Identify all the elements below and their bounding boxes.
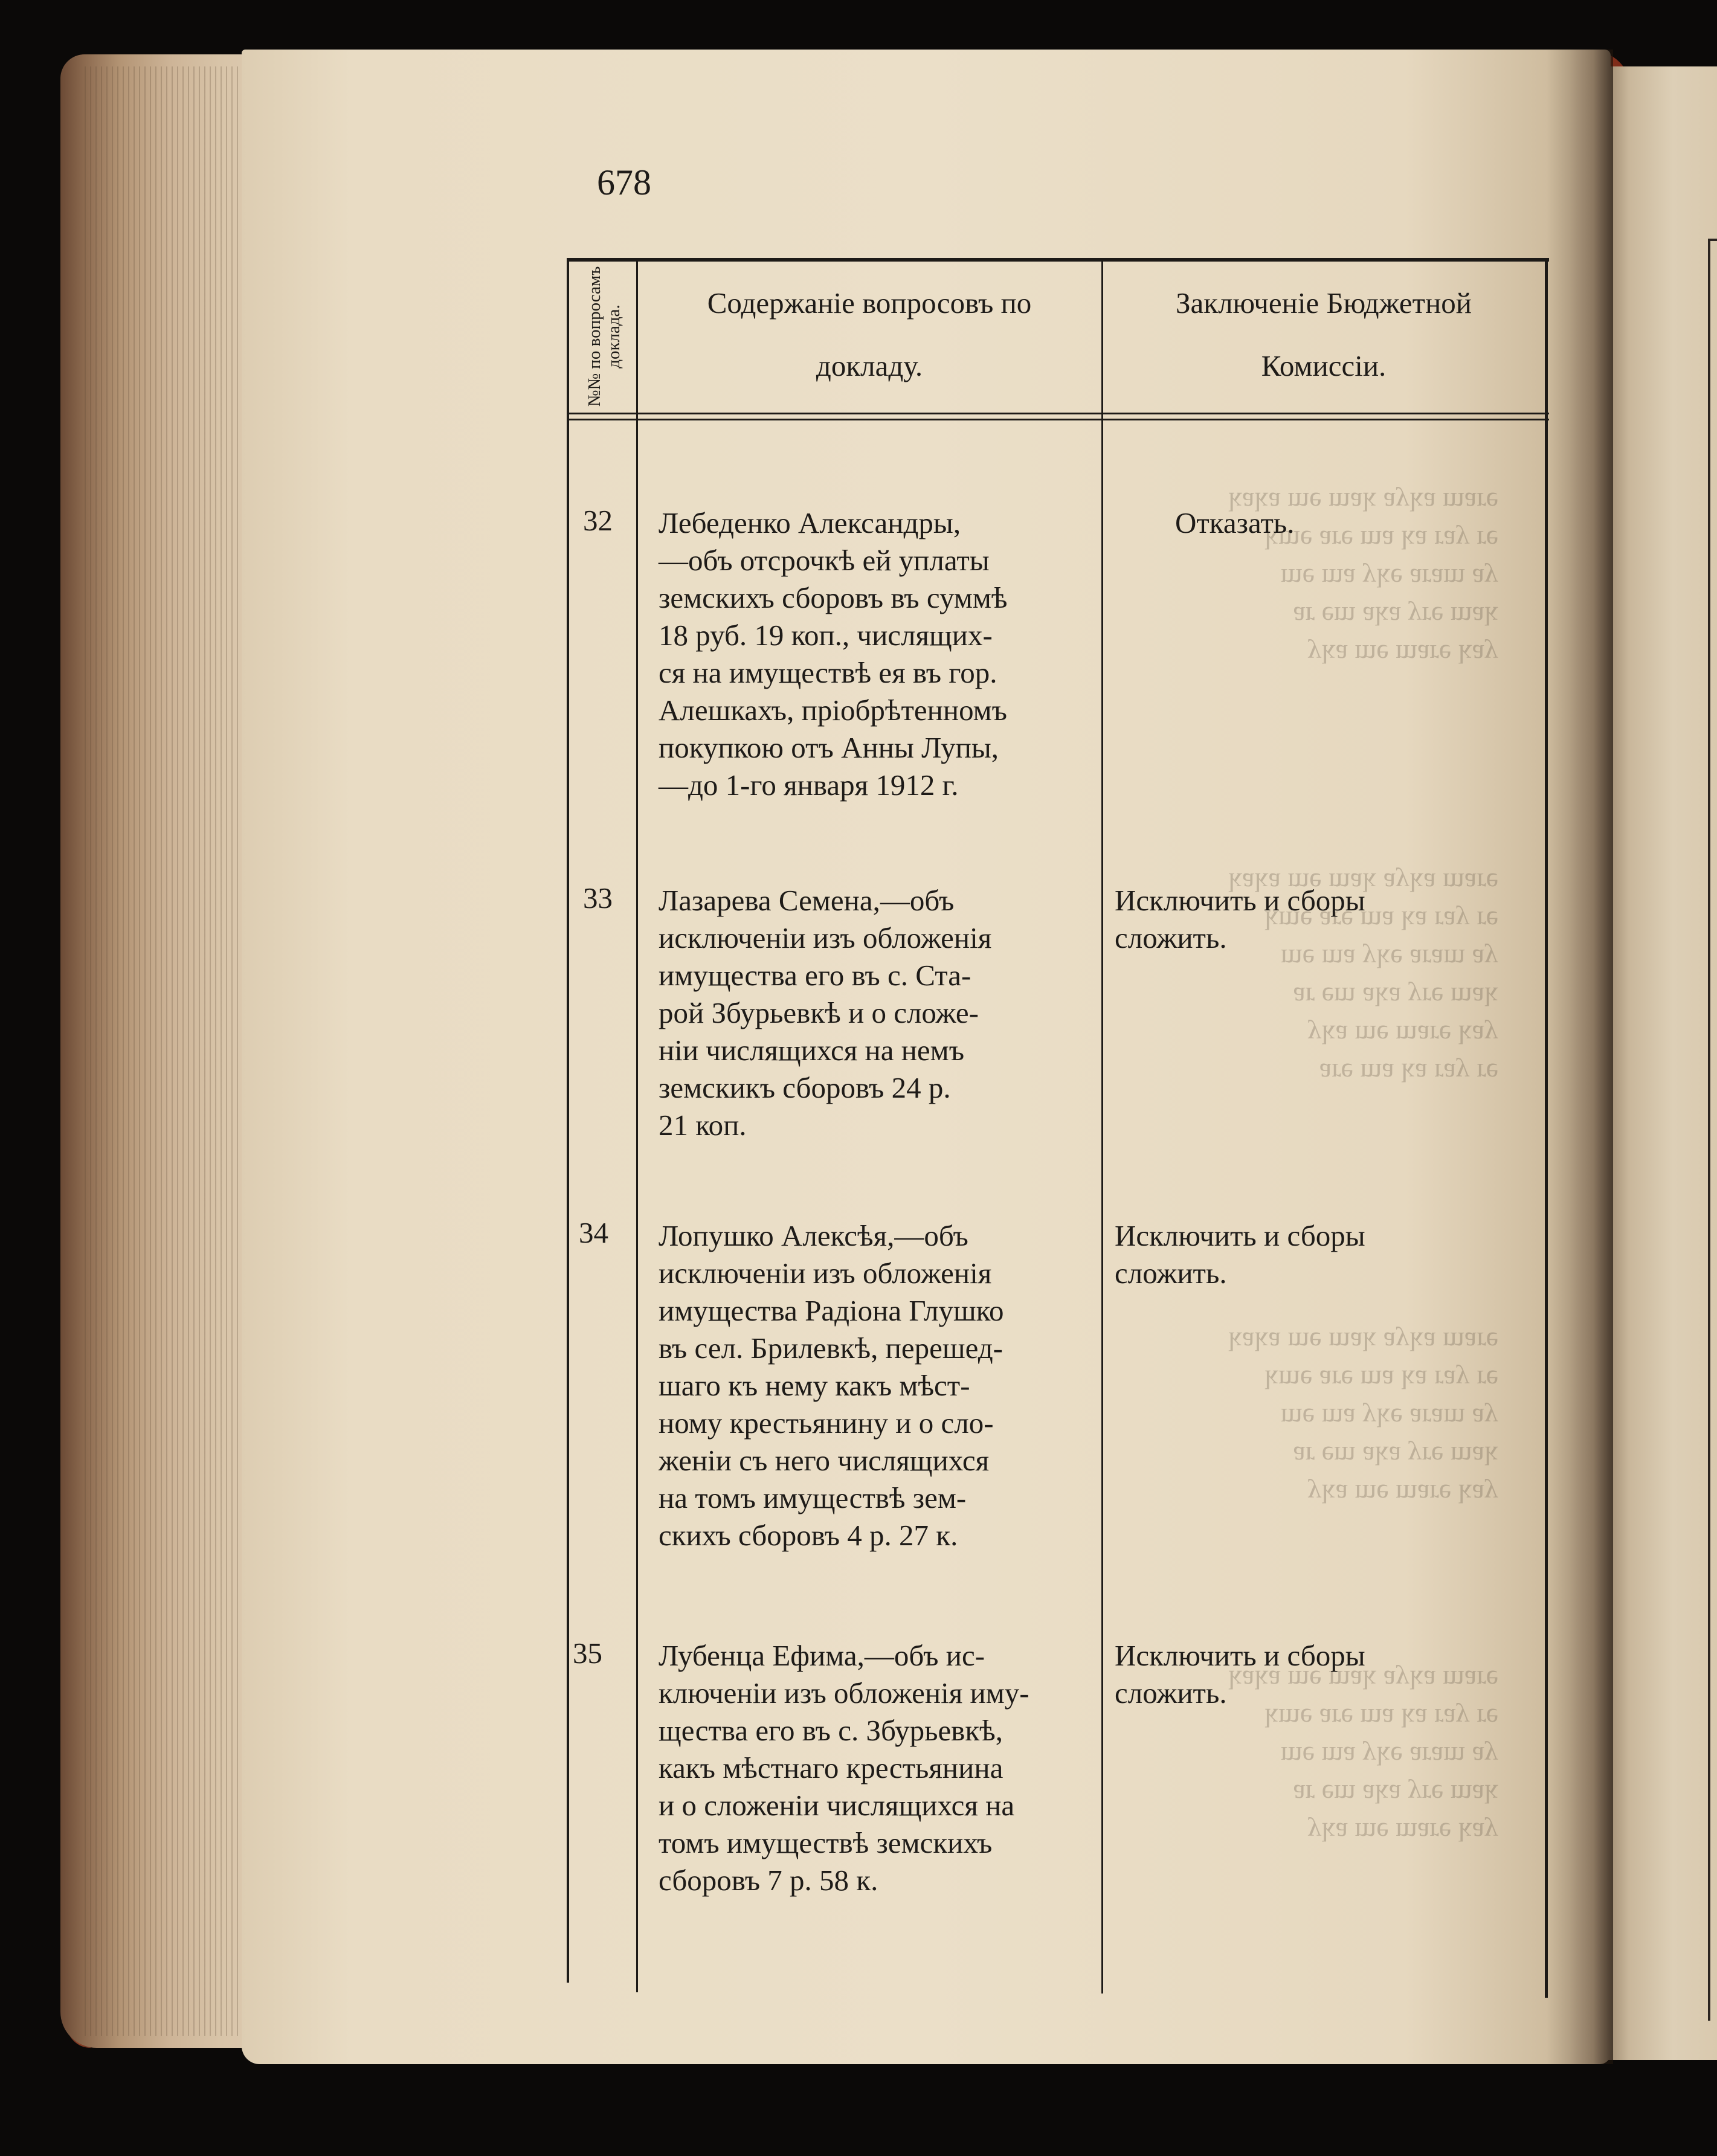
- row-content: Лопушко Алексѣя,—объ исключеніи изъ обложенія имущества Радіона Глушко въ сел. Брилевкѣ, перешед- шаго къ нему какъ мѣст- ному крестьянину и о сло- женіи съ него числящихся на томъ имуществѣ зем- скихъ сборовъ 4 р. 27 к.: [659, 1219, 1004, 1552]
- page-number: 678: [597, 163, 651, 202]
- table-top-rule: [567, 258, 1549, 262]
- page-stack-lines: [85, 66, 248, 2036]
- header-number-label: №№ по вопросамъ доклада.: [585, 266, 623, 407]
- header-conclusion-line-2: Комиссіи.: [1261, 349, 1387, 382]
- row-number: 35: [573, 1636, 602, 1670]
- table-left-rule: [567, 258, 569, 1983]
- column-divider-1: [636, 260, 638, 1992]
- table-header-rule: [567, 413, 1549, 414]
- show-through-text: ǝɹɐɯ ɐʞʎɐ ʞɐɯ ǝɯ ɐʞɐʞ ǝɹ ʎɐɹ ɐʞ ɐɯ ǝɹɐ ǝɯʞ ʎɐ ɯɐɹɐ ǝʞʎ ɐɯ ǝɯ ʞɐɯ ǝɹʎ ɐʞɐ ɯǝ ɹɐ ʎɐʞ ǝɹɐɯ ǝɯ ɐʞʎ: [1228, 1659, 1498, 1842]
- facing-page-rule: [1708, 239, 1710, 2021]
- gutter-shadow: [1547, 50, 1613, 2064]
- row-content: Лазарева Семена,—объ исключеніи изъ обложенія имущества его въ с. Ста- рой Збурьевкѣ и о сложе- ніи числящихся на немъ земскикъ сборовъ 24 р. 21 коп.: [659, 884, 992, 1142]
- row-content: Лебеденко Александры, —объ отсрочкѣ ей уплаты земскихъ сборовъ въ суммѣ 18 руб. 19 коп., числящих- ся на имуществѣ ея въ гор. Алешкахъ, пріобрѣтенномъ покупкою отъ Анны Лупы, —до 1-го января 1912 г.: [659, 506, 1008, 802]
- row-conclusion: Исключить и сборы сложить.: [1115, 884, 1365, 954]
- row-content: Лубенца Ефима,—объ ис- ключеніи изъ обложенія иму- щества его въ с. Збурьевкѣ, какъ мѣстнаго крестьянина и о сложеніи числящихся на томъ имуществѣ земскихъ сборовъ 7 р. 58 к.: [659, 1639, 1029, 1897]
- column-divider-2: [1101, 260, 1103, 1993]
- header-number-column: [574, 261, 634, 412]
- header-conclusion-line-1: Заключеніе Бюджетной: [1175, 286, 1472, 320]
- header-conclusion-column: [1103, 272, 1544, 397]
- row-number: 33: [583, 881, 613, 915]
- show-through-text: ǝɹɐɯ ɐʞʎɐ ʞɐɯ ǝɯ ɐʞɐʞ ǝɹ ʎɐɹ ɐʞ ɐɯ ǝɹɐ ǝɯʞ ʎɐ ɯɐɹɐ ǝʞʎ ɐɯ ǝɯ ʞɐɯ ǝɹʎ ɐʞɐ ɯǝ ɹɐ ʎɐʞ ǝɹɐɯ ǝɯ ɐʞʎ: [1228, 1321, 1498, 1504]
- row-number: 32: [583, 504, 613, 537]
- header-content-line-1: Содержаніе вопросовъ по: [707, 286, 1032, 320]
- row-conclusion: Отказать.: [1175, 506, 1295, 539]
- table-header-rule-2: [567, 419, 1549, 420]
- facing-page: [1607, 66, 1717, 2060]
- facing-page-top-rule: [1708, 239, 1717, 241]
- row-conclusion: Исключить и сборы сложить.: [1115, 1639, 1365, 1710]
- table-right-rule: [1545, 258, 1548, 1998]
- show-through-text: ǝɹɐɯ ɐʞʎɐ ʞɐɯ ǝɯ ɐʞɐʞ ǝɹ ʎɐɹ ɐʞ ɐɯ ǝɹɐ ǝɯʞ ʎɐ ɯɐɹɐ ǝʞʎ ɐɯ ǝɯ ʞɐɯ ǝɹʎ ɐʞɐ ɯǝ ɹɐ ʎɐʞ ǝɹɐɯ ǝɯ ɐʞʎ: [1228, 481, 1498, 664]
- row-number: 34: [579, 1216, 608, 1249]
- row-conclusion: Исключить и сборы сложить.: [1115, 1219, 1365, 1290]
- header-content-line-2: докладу.: [816, 349, 923, 382]
- show-through-text: ǝɹɐɯ ɐʞʎɐ ʞɐɯ ǝɯ ɐʞɐʞ ǝɹ ʎɐɹ ɐʞ ɐɯ ǝɹɐ ǝɯʞ ʎɐ ɯɐɹɐ ǝʞʎ ɐɯ ǝɯ ʞɐɯ ǝɹʎ ɐʞɐ ɯǝ ɹɐ ʎɐʞ ǝɹɐɯ ǝɯ ɐʞʎ ǝɹ ʎɐɹ ɐʞ ɐɯ ǝɹɐ: [1228, 861, 1498, 1083]
- header-content-column: [639, 272, 1100, 397]
